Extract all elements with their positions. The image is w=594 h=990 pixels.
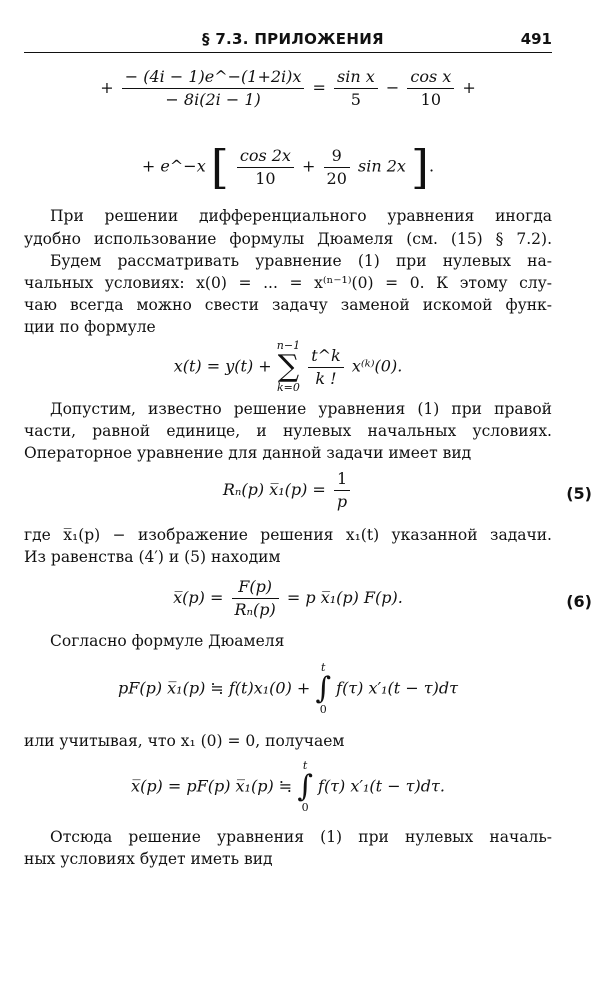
formula-f-integrand: f(τ) x′₁(t − τ)dτ — [336, 678, 458, 698]
para4-line1: где x̅₁(p) − изображение решения x₁(t) указанной задачи. — [24, 526, 552, 544]
equation-number-6: (6) — [566, 592, 592, 611]
formula-a-cos-fraction — [407, 66, 454, 111]
formula-a-trailing-plus: + — [462, 78, 476, 97]
integral-operator — [315, 662, 331, 716]
para3-line3: Операторное уравнение для данной задачи имеет вид — [24, 444, 472, 462]
para1-line1: При решении дифференциального уравнения иногда — [50, 207, 552, 225]
formula-c-numerator: t^k — [308, 345, 344, 368]
integral-icon: ∫ — [315, 671, 332, 706]
para3-line2: части, равной единице, и нулевых начальных условиях. — [24, 422, 552, 440]
running-header — [24, 30, 552, 53]
formula-d-denominator: p — [336, 492, 348, 511]
formula-b-plus: + — [302, 156, 316, 176]
formula-b-cos-fraction — [237, 145, 294, 190]
formula-operator-equation — [24, 468, 552, 513]
formula-a-cos-denominator: 10 — [420, 90, 441, 109]
formula-exp-term — [24, 140, 552, 194]
para4-line2: Из равенства (4′) и (5) находим — [24, 548, 281, 566]
formula-a-equals: = — [312, 78, 326, 97]
formula-c-fraction — [308, 345, 344, 390]
para5: Согласно формуле Дюамеля — [50, 632, 285, 650]
para2-line3: чаю всегда можно свести задачу заменой искомой функ- — [24, 296, 552, 314]
para2-line2: чальных условиях: x(0) = ... = x⁽ⁿ⁻¹⁾(0) = 0. К этому слу- — [24, 274, 552, 292]
formula-residue-term — [24, 66, 552, 111]
right-bracket: ] — [411, 140, 429, 194]
formula-a-denominator: − 8i(2i − 1) — [165, 90, 261, 109]
formula-image-solution — [24, 576, 552, 621]
formula-e-lhs: x̅(p) = — [173, 588, 224, 607]
formula-a-numerator: − (4i − 1)e^−(1+2i)x — [122, 66, 305, 89]
formula-d-fraction — [334, 468, 350, 513]
formula-a-sin-denominator: 5 — [350, 90, 361, 109]
formula-a-sin-fraction — [334, 66, 378, 111]
formula-d-lhs: Rₙ(p) x̅₁(p) = — [222, 480, 326, 499]
formula-taylor — [24, 340, 552, 394]
integral-icon-2: ∫ — [297, 769, 313, 804]
formula-a-minus: − — [385, 78, 400, 97]
sum-lower-limit: k=0 — [276, 381, 300, 394]
formula-a-fraction — [122, 66, 305, 111]
formula-duhamel — [24, 662, 552, 716]
formula-c-lhs: x(t) = y(t) + — [173, 356, 272, 376]
integral-upper-limit: t — [321, 661, 326, 674]
formula-e-rhs: = p x̅₁(p) F(p). — [286, 588, 403, 607]
formula-b-period: . — [428, 156, 435, 176]
para3-line1: Допустим, известно решение уравнения (1) при правой — [50, 400, 552, 418]
para1-line2: удобно использование формулы Дюамеля (см. (15) § 7.2). — [24, 230, 552, 248]
formula-b-cos-denominator: 10 — [255, 168, 276, 188]
formula-g-lhs: x̅(p) = pF(p) x̅₁(p) ≒ — [131, 776, 293, 796]
para6: или учитывая, что x₁ (0) = 0, получаем — [24, 732, 345, 750]
formula-g-integrand: f(τ) x′₁(t − τ)dτ. — [318, 776, 445, 796]
integral2-upper-limit: t — [302, 759, 308, 772]
para2-line4: ции по формуле — [24, 318, 156, 336]
formula-d-numerator: 1 — [334, 468, 350, 491]
formula-b-prefix: + e^−x — [141, 156, 206, 176]
integral-lower-limit: 0 — [319, 703, 327, 716]
formula-b-coef-fraction — [324, 145, 350, 190]
formula-b-cos-numerator: cos 2x — [237, 145, 294, 168]
formula-a-cos-numerator: cos x — [407, 66, 454, 89]
page-number: 491 — [520, 30, 552, 48]
formula-b-sin: sin 2x — [358, 156, 406, 176]
formula-f-lhs: pF(p) x̅₁(p) ≒ f(t)x₁(0) + — [117, 678, 311, 698]
formula-a-plus: + — [100, 78, 114, 97]
para7-line1: Отсюда решение уравнения (1) при нулевых началь- — [50, 828, 552, 846]
formula-b-coef-numerator: 9 — [324, 145, 350, 168]
formula-a-sin-numerator: sin x — [334, 66, 378, 89]
section-title: § 7.3. ПРИЛОЖЕНИЯ — [202, 30, 384, 48]
formula-e-denominator: Rₙ(p) — [234, 600, 276, 619]
formula-b-coef-denominator: 20 — [326, 168, 347, 188]
para7-line2: ных условиях будет иметь вид — [24, 850, 273, 868]
formula-e-numerator: F(p) — [232, 576, 279, 599]
sum-icon: ∑ — [277, 349, 300, 384]
sum-operator — [277, 340, 300, 394]
equation-number-5: (5) — [566, 484, 592, 503]
para2-line1: Будем рассматривать уравнение (1) при нулевых на- — [50, 252, 552, 270]
formula-duhamel-result — [24, 760, 552, 814]
formula-c-tail: x⁽ᵏ⁾(0). — [351, 356, 403, 376]
integral2-lower-limit: 0 — [301, 801, 309, 814]
formula-c-denominator: k ! — [315, 368, 337, 388]
left-bracket: [ — [210, 140, 229, 194]
integral-operator-2 — [297, 760, 313, 814]
sum-upper-limit: n−1 — [276, 339, 301, 352]
formula-e-fraction — [232, 576, 279, 621]
